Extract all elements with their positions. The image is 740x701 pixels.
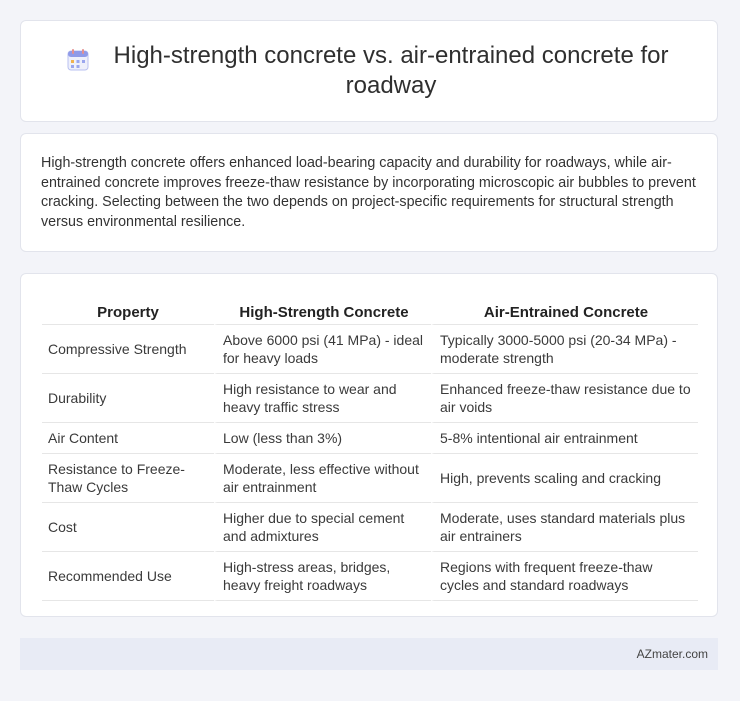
table-cell: High-stress areas, bridges, heavy freight roadways [214, 552, 431, 601]
calendar-icon [67, 49, 89, 71]
table-cell: Recommended Use [42, 552, 214, 601]
footer [20, 638, 718, 670]
table-row [42, 423, 698, 454]
table-cell: Air Content [42, 423, 214, 454]
table-cell: Above 6000 psi (41 MPa) - ideal for heavy loads [214, 325, 431, 374]
column-header-high-strength: High-Strength Concrete [214, 294, 431, 325]
table-cell: Enhanced freeze-thaw resistance due to air voids [431, 374, 698, 423]
table-row [42, 325, 698, 374]
table-cell: Moderate, less effective without air entrainment [214, 454, 431, 503]
title-wrap [67, 41, 671, 101]
table-row [42, 454, 698, 503]
table-cell: High, prevents scaling and cracking [431, 454, 698, 503]
table-cell: High resistance to wear and heavy traffic stress [214, 374, 431, 423]
column-header-property: Property [42, 294, 214, 325]
table-cell: Durability [42, 374, 214, 423]
table-header-row [42, 294, 698, 325]
table-cell: Typically 3000-5000 psi (20-34 MPa) - moderate strength [431, 325, 698, 374]
summary-card [20, 133, 718, 252]
table-cell: Resistance to Freeze-Thaw Cycles [42, 454, 214, 503]
table-cell: Moderate, uses standard materials plus air entrainers [431, 503, 698, 552]
table-row [42, 552, 698, 601]
table-row [42, 374, 698, 423]
comparison-table-card [20, 273, 718, 617]
table-cell: Compressive Strength [42, 325, 214, 374]
column-header-air-entrained: Air-Entrained Concrete [431, 294, 698, 325]
footer-site-link[interactable]: AZmater.com [636, 647, 708, 661]
page-title: High-strength concrete vs. air-entrained concrete for roadway [113, 42, 669, 99]
table-cell: Regions with frequent freeze-thaw cycles and standard roadways [431, 552, 698, 601]
table-cell: 5-8% intentional air entrainment [431, 423, 698, 454]
summary-text: High-strength concrete offers enhanced load-bearing capacity and durability for roadways, while air-entrained concrete improves freeze-thaw resistance by incorporating microscopic air bubbles to prevent cracking. Selecting between the two depends on project-specific requirements for structural strength versus environmental resilience. [41, 155, 696, 230]
table-cell: Low (less than 3%) [214, 423, 431, 454]
title-card [20, 20, 718, 122]
table-row [42, 503, 698, 552]
table-cell: Cost [42, 503, 214, 552]
comparison-table [42, 294, 698, 601]
table-cell: Higher due to special cement and admixtures [214, 503, 431, 552]
